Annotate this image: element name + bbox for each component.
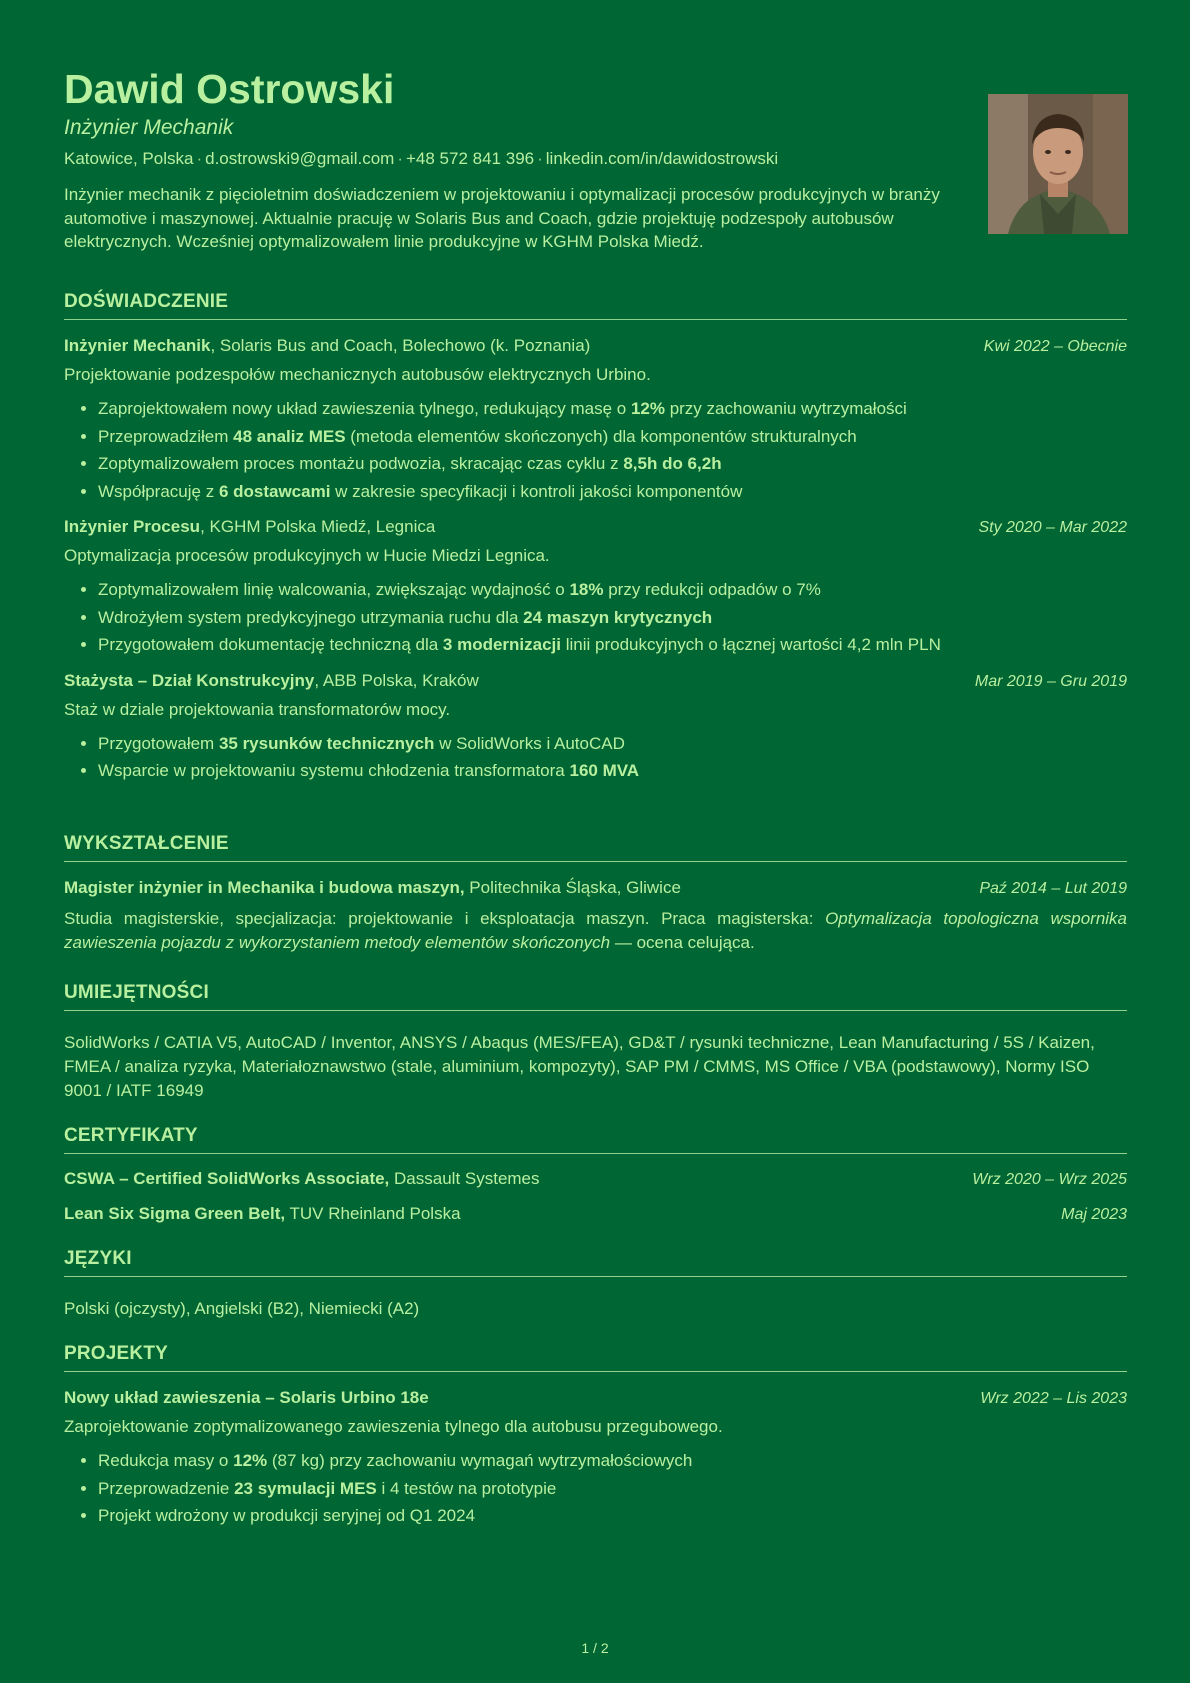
job-bullets	[64, 730, 1127, 785]
skills-section	[64, 981, 1127, 1103]
languages-list: Polski (ojczysty), Angielski (B2), Niemiecki (A2)	[64, 1299, 420, 1318]
project-header	[64, 1386, 1127, 1411]
location: Katowice, Polska	[64, 149, 194, 168]
profile-photo	[988, 94, 1128, 234]
certificate-issuer: Dassault Systemes	[389, 1169, 540, 1188]
certificates-section	[64, 1124, 1127, 1227]
project-entry	[64, 1386, 1127, 1530]
certificate-name: Lean Six Sigma Green Belt,	[64, 1204, 286, 1223]
job-description: Staż w dziale projektowania transformatorów mocy.	[64, 699, 451, 719]
job-date: Mar 2019 – Gru 2019	[974, 672, 1127, 690]
separator: ·	[397, 149, 403, 168]
person-portrait-icon	[988, 94, 1128, 234]
job-role: Inżynier Procesu	[64, 517, 201, 536]
job-description: Optymalizacja procesów produkcyjnych w Hucie Miedzi Legnica.	[64, 546, 550, 565]
bullet-item: • Przeprowadzenie 23 symulacji MES i 4 testów na prototypie	[98, 1475, 1127, 1503]
bullet-item: • Przygotowałem dokumentację techniczną dla 3 modernizacji linii produkcyjnych o łącznej wartości 4,2 mln PLN	[98, 631, 1127, 659]
job-entry	[64, 515, 1127, 659]
job-role: Stażysta – Dział Konstrukcyjny	[64, 670, 315, 690]
job-bullets	[64, 395, 1127, 505]
projects-section	[64, 1342, 1127, 1530]
contact-line	[64, 148, 778, 170]
section-title: PROJEKTY	[64, 1342, 1127, 1372]
certificate-item	[64, 1167, 1127, 1192]
bullet-item: • Przeprowadziłem 48 analiz MES (metoda elementów skończonych) dla komponentów strukturalnych	[98, 423, 1127, 451]
school: Politechnika Śląska, Gliwice	[464, 878, 681, 897]
job-header	[64, 334, 1127, 359]
bullet-item: • Projekt wdrożony w produkcji seryjnej od Q1 2024	[98, 1502, 1127, 1530]
certificate-item	[64, 1202, 1127, 1227]
section-title: UMIEJĘTNOŚCI	[64, 981, 1127, 1011]
skills-list: SolidWorks / CATIA V5, AutoCAD / Inventor, ANSYS / Abaqus (MES/FEA), GD&T / rysunki techniczne, Lean Manufacturing / 5S / Kaizen, FMEA / analiza ryzyka, Materiałoznawstwo (stale, aluminium, kompozyty), SAP PM / CMMS, MS Office / VBA (podstawowy), Normy ISO 9001 / IATF 16949	[64, 1033, 1095, 1100]
project-bullets	[64, 1447, 1127, 1530]
candidate-name: Dawid Ostrowski	[64, 66, 395, 112]
degree: Magister inżynier in Mechanika i budowa maszyn,	[64, 878, 465, 897]
bullet-item: • Wdrożyłem system predykcyjnego utrzymania ruchu dla 24 maszyn krytycznych	[98, 604, 1127, 632]
email-link[interactable]: d.ostrowski9@gmail.com	[205, 149, 395, 168]
linkedin-link[interactable]: linkedin.com/in/dawidostrowski	[545, 149, 779, 168]
education-header	[64, 876, 1127, 901]
job-bullets	[64, 576, 1127, 659]
bullet-item: • Przygotowałem 35 rysunków technicznych w SolidWorks i AutoCAD	[98, 730, 1127, 758]
job-header	[64, 669, 1127, 694]
job-org: , KGHM Polska Miedź, Legnica	[200, 517, 436, 536]
job-description: Projektowanie podzespołów mechanicznych autobusów elektrycznych Urbino.	[64, 365, 651, 384]
project-name: Nowy układ zawieszenia – Solaris Urbino 18e	[64, 1388, 429, 1407]
job-org: , ABB Polska, Kraków	[314, 670, 479, 690]
bullet-item: • Współpracuję z 6 dostawcami w zakresie specyfikacji i kontroli jakości komponentów	[98, 478, 1127, 506]
job-date: Sty 2020 – Mar 2022	[978, 519, 1127, 536]
job-header	[64, 515, 1127, 540]
certificate-date: Wrz 2020 – Wrz 2025	[972, 1171, 1127, 1188]
experience-section	[64, 290, 1127, 785]
job-title: Inżynier Mechanik	[64, 116, 234, 139]
education-description: Studia magisterskie, specjalizacja: projektowanie i eksploatacja maszyn. Praca magisterska: Optymalizacja topologiczna wspornika zawieszenia pojazdu z wykorzystaniem metody elementów skończonych — ocena celująca.	[64, 909, 1128, 952]
bullet-item: • Zoptymalizowałem proces montażu podwozia, skracając czas cyklu z 8,5h do 6,2h	[98, 450, 1127, 478]
job-entry	[64, 669, 1127, 785]
separator: ·	[537, 149, 543, 168]
education-entry	[64, 876, 1127, 955]
profile-summary: Inżynier mechanik z pięcioletnim doświadczeniem w projektowaniu i optymalizacji procesów produkcyjnych w branży automotive i maszynowej. Aktualnie pracuję w Solaris Bus and Coach, gdzie projektuję podzespoły autobusów elektrycznych. Wcześniej optymalizowałem linie produkcyjne w KGHM Polska Miedź.	[64, 185, 940, 251]
languages-section	[64, 1247, 1127, 1321]
bullet-item: • Zoptymalizowałem linię walcowania, zwiększając wydajność o 18% przy redukcji odpadów o 7%	[98, 576, 1127, 604]
job-role: Inżynier Mechanik	[64, 336, 211, 355]
job-date: Kwi 2022 – Obecnie	[983, 338, 1127, 355]
job-org: , Solaris Bus and Coach, Bolechowo (k. Poznania)	[210, 336, 591, 355]
section-title: CERTYFIKATY	[64, 1124, 1127, 1154]
separator: ·	[196, 149, 203, 168]
phone-number[interactable]: +48 572 841 396	[406, 149, 535, 168]
project-date: Wrz 2022 – Lis 2023	[980, 1390, 1127, 1407]
certificate-name: CSWA – Certified SolidWorks Associate,	[64, 1169, 390, 1188]
bullet-item: • Redukcja masy o 12% (87 kg) przy zachowaniu wymagań wytrzymałościowych	[98, 1447, 1127, 1475]
section-title: DOŚWIADCZENIE	[64, 290, 1127, 320]
bullet-item: • Wsparcie w projektowaniu systemu chłodzenia transformatora 160 MVA	[98, 757, 1127, 785]
certificate-date: Maj 2023	[1061, 1206, 1127, 1223]
section-title: JĘZYKI	[64, 1247, 1127, 1277]
section-title: WYKSZTAŁCENIE	[64, 832, 1127, 862]
job-entry	[64, 334, 1127, 505]
project-description: Zaprojektowanie zoptymalizowanego zawieszenia tylnego dla autobusu przegubowego.	[64, 1417, 723, 1436]
education-section	[64, 832, 1127, 955]
thesis-title: Optymalizacja topologiczna wspornika zawieszenia pojazdu z wykorzystaniem metody elementów skończonych	[64, 909, 1128, 952]
page-number: 1 / 2	[581, 1640, 609, 1656]
education-date: Paź 2014 – Lut 2019	[979, 880, 1127, 897]
certificate-issuer: TUV Rheinland Polska	[285, 1204, 461, 1223]
bullet-item: • Zaprojektowałem nowy układ zawieszenia tylnego, redukujący masę o 12% przy zachowaniu wytrzymałości	[98, 395, 1127, 423]
